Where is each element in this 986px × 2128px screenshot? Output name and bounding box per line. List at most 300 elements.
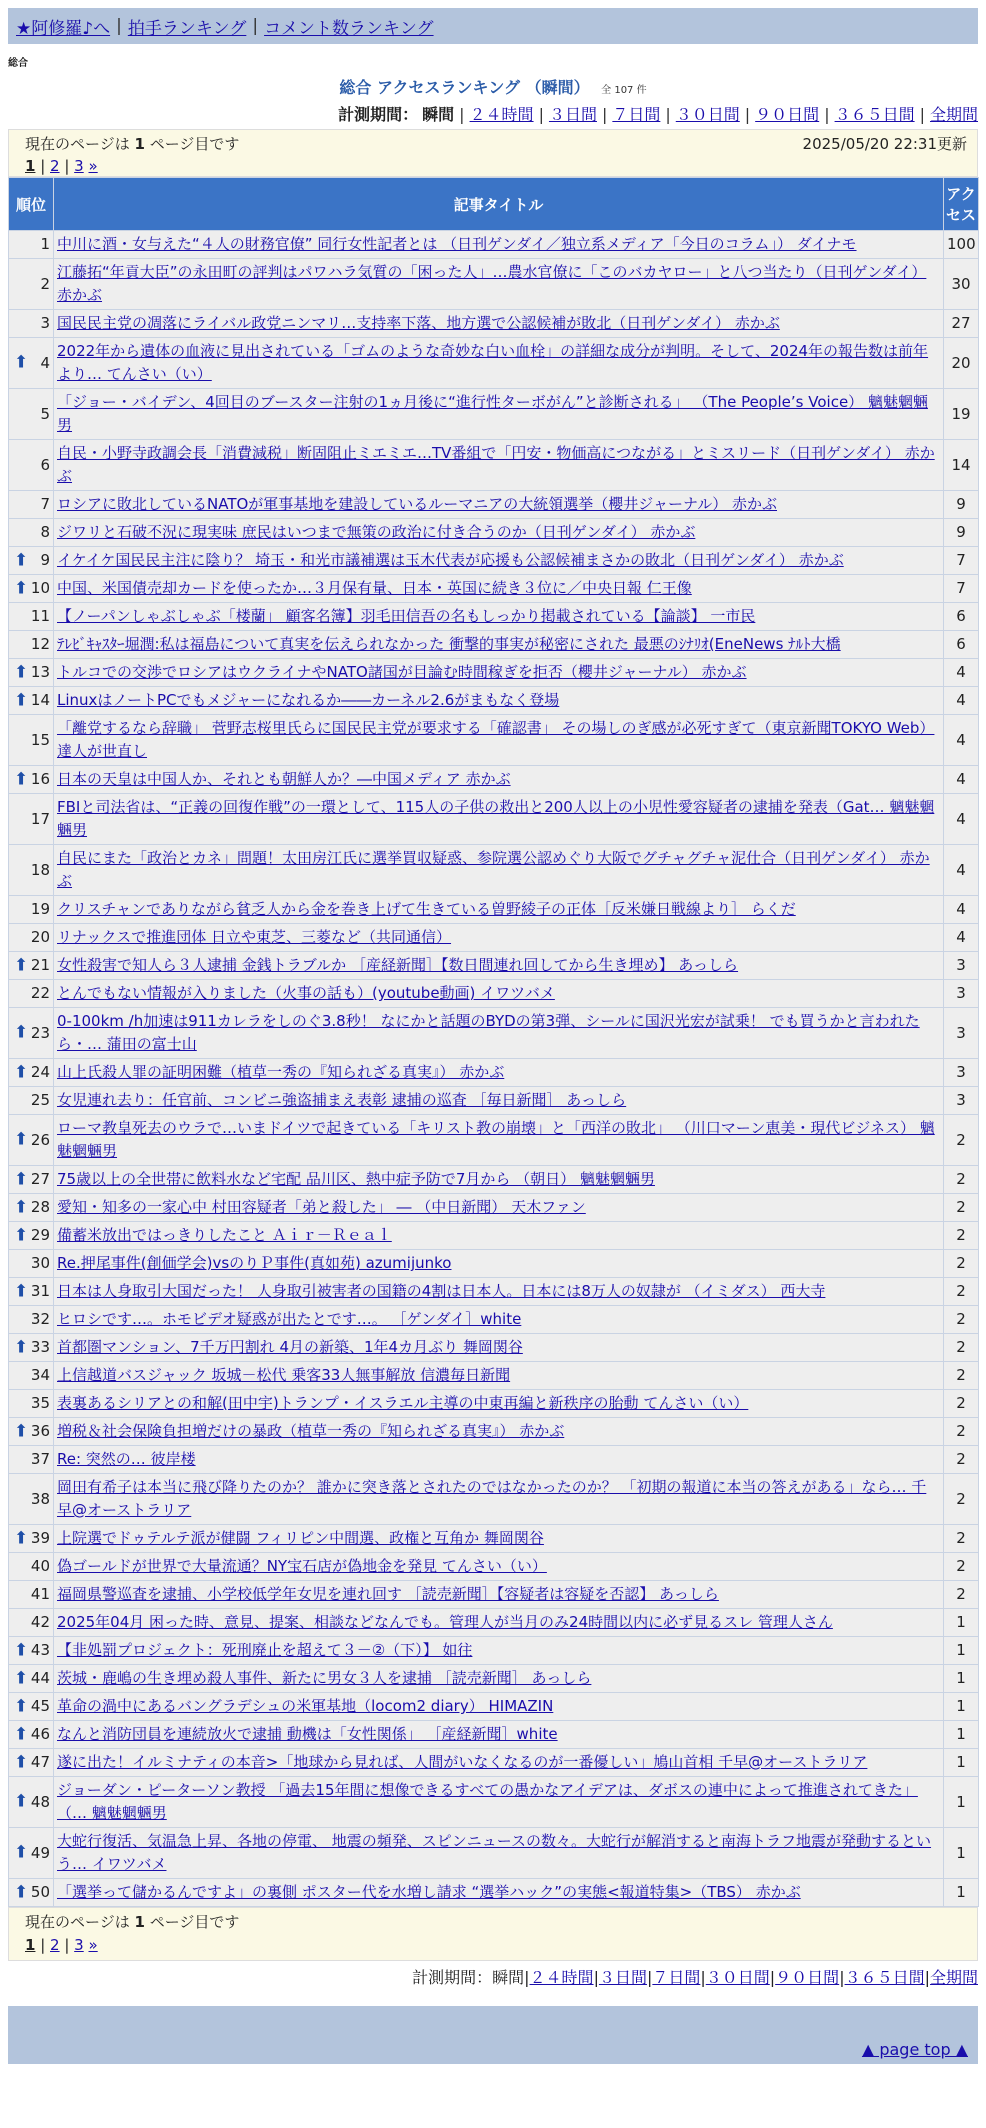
article-title-link[interactable]: とんでもない情報が入りました（火事の話も）(youtube動画) イワツバメ [57, 984, 555, 1002]
period-separator: | [593, 1968, 599, 1987]
page-title: 総合 アクセスランキング （瞬間） [339, 78, 590, 97]
rank-number: 4 [40, 353, 50, 372]
updated-timestamp: 2025/05/20 22:31更新 [802, 135, 967, 153]
article-title-link[interactable]: 備蓄米放出ではっきりしたこと Ａｉｒ－Ｒｅａｌ [57, 1226, 392, 1244]
article-title-link[interactable]: 表裏あるシリアとの和解(田中宇)トランプ・イスラエル主導の中東再編と新秩序の胎動 てんさい（い） [57, 1394, 749, 1412]
article-title-link[interactable]: 愛知・知多の一家心中 村田容疑者「弟と殺した」 ― （中日新聞） 天木ファン [57, 1198, 586, 1216]
arrow-up-icon: ⬆ [14, 1882, 29, 1902]
table-row [9, 1059, 979, 1087]
access-count: 1 [944, 1828, 979, 1879]
arrow-up-icon: ⬆ [14, 1791, 29, 1812]
rank-number: 2 [40, 274, 50, 293]
rank-number: 18 [30, 860, 50, 879]
arrow-up-icon: ⬆ [14, 1752, 29, 1772]
footer-bar [8, 2006, 978, 2034]
rank-number: 44 [30, 1669, 50, 1687]
article-title-link[interactable]: 上院選でドゥテルテ派が健闘 フィリピン中間選、政権と互角か 舞岡関谷 [57, 1529, 544, 1547]
article-title-link[interactable]: 「ジョー・バイデン、4回目のブースター注射の1ヵ月後に“進行性ターボがん”と診断される」 （The People’s Voice） 魑魅魍魎男 [57, 393, 928, 434]
pager-page-link[interactable]: 2 [50, 1936, 60, 1954]
table-row [9, 1418, 979, 1446]
page-top-link[interactable]: ▲ page top ▲ [861, 2039, 968, 2059]
access-count: 1 [944, 1637, 979, 1665]
rank-cell [9, 1879, 54, 1907]
table-row [9, 1721, 979, 1749]
period-current: 瞬間 [422, 105, 455, 124]
access-count: 9 [944, 519, 979, 547]
access-count: 2 [944, 1166, 979, 1194]
rank-cell [9, 1390, 54, 1418]
arrow-up-icon: ⬆ [14, 1528, 29, 1548]
title-cell [54, 1879, 944, 1907]
top-nav-bar [8, 8, 978, 44]
pager-next-link[interactable]: » [88, 157, 98, 175]
rank-number: 33 [30, 1338, 50, 1356]
rank-cell [9, 1418, 54, 1446]
title-cell [54, 1525, 944, 1553]
article-title-link[interactable]: 2025年04月 困った時、意見、提案、相談などなんでも。管理人が当月のみ24時間以内に必ず見るスレ 管理人さん [57, 1613, 833, 1631]
rank-cell [9, 1334, 54, 1362]
rank-number: 10 [30, 579, 50, 597]
title-cell [54, 1334, 944, 1362]
pager-next-link[interactable]: » [88, 1936, 98, 1954]
rank-cell [9, 952, 54, 980]
access-count: 7 [944, 575, 979, 603]
pagination-bottom [25, 1936, 969, 1954]
rank-number: 45 [30, 1697, 50, 1715]
period-option-link[interactable]: ７日間 [612, 105, 661, 124]
rank-cell [9, 547, 54, 575]
rank-cell [9, 631, 54, 659]
access-count: 2 [944, 1278, 979, 1306]
article-title-link[interactable]: 【非処罰プロジェクト：死刑廃止を超えて３－②（下）】 如往 [57, 1641, 473, 1659]
rank-cell [9, 659, 54, 687]
table-row [9, 1087, 979, 1115]
rank-number: 23 [30, 1023, 50, 1042]
pager-separator: | [59, 157, 75, 175]
table-row [9, 952, 979, 980]
article-title-link[interactable]: 女児連れ去り：任官前、コンビニ強盗捕まえ表彰 逮捕の巡査 ［毎日新聞］ あっしら [57, 1091, 627, 1109]
article-title-link[interactable]: ﾃﾚﾋﾞｷｬｽﾀｰ堀潤:私は福島について真実を伝えられなかった 衝撃的事実が秘密にされた 最悪のｼﾅﾘｵ(EneNews ﾅﾙﾄ大橋 [57, 635, 841, 653]
article-title-link[interactable]: 自民にまた「政治とカネ」問題！太田房江氏に選挙買収疑惑、参院選公認めぐり大阪でグチャグチャ泥仕合（日刊ゲンダイ） 赤かぶ [57, 849, 930, 890]
access-count: 7 [944, 547, 979, 575]
page-info-text: ページ目です [149, 135, 240, 153]
period-option-link[interactable]: ３０日間 [675, 105, 740, 124]
article-title-link[interactable]: トルコでの交渉でロシアはウクライナやNATO諸国が目論む時間稼ぎを拒否（櫻井ジャーナル） 赤かぶ [57, 663, 747, 681]
title-cell [54, 1581, 944, 1609]
table-row [9, 715, 979, 766]
access-count: 3 [944, 1087, 979, 1115]
table-row [9, 924, 979, 952]
page-info-bottom [8, 1907, 978, 1961]
table-row [9, 659, 979, 687]
rank-cell [9, 1008, 54, 1059]
title-cell [54, 1115, 944, 1166]
rank-number: 3 [40, 314, 50, 332]
title-cell [54, 1637, 944, 1665]
title-cell [54, 659, 944, 687]
rank-cell [9, 259, 54, 310]
period-option-link[interactable]: ２４時間 [529, 1968, 594, 1987]
article-title-link[interactable]: 茨城・鹿嶋の生き埋め殺人事件、新たに男女３人を逮捕 ［読売新聞］ あっしら [57, 1669, 592, 1687]
period-label: 計測期間： [338, 105, 419, 124]
access-count: 1 [944, 1665, 979, 1693]
article-title-link[interactable]: 自民・小野寺政調会長「消費減税」断固阻止ミエミエ…TV番組で「円安・物価高につながる」とミスリード（日刊ゲンダイ） 赤かぶ [57, 444, 935, 485]
rank-cell [9, 896, 54, 924]
article-title-link[interactable]: 女性殺害で知人ら３人逮捕 金銭トラブルか ［産経新聞］【数日間連れ回してから生き埋め】 あっしら [57, 956, 739, 974]
title-cell [54, 1828, 944, 1879]
table-row [9, 1008, 979, 1059]
rank-number: 8 [40, 523, 50, 541]
period-selector-top [0, 102, 978, 125]
rank-cell [9, 1250, 54, 1278]
rank-cell [9, 1553, 54, 1581]
rank-number: 9 [40, 551, 50, 569]
access-count: 3 [944, 1008, 979, 1059]
period-option-link[interactable]: ３日間 [548, 105, 597, 124]
table-row [9, 631, 979, 659]
page-info-top [8, 129, 978, 177]
article-title-link[interactable]: ロシアに敗北しているNATOが軍事基地を建設しているルーマニアの大統領選挙（櫻井ジャーナル） 赤かぶ [57, 495, 778, 513]
col-access-header: アクセス [944, 178, 979, 231]
period-selector-bottom [0, 1965, 978, 1988]
period-current: 瞬間 [492, 1968, 525, 1987]
rank-number: 29 [30, 1226, 50, 1244]
title-cell [54, 1777, 944, 1828]
table-row [9, 1474, 979, 1525]
rank-number: 47 [30, 1753, 50, 1771]
arrow-up-icon: ⬆ [14, 578, 29, 598]
title-cell [54, 1194, 944, 1222]
article-title-link[interactable]: ヒロシです…。ホモビデオ疑惑が出たとです…。 ［ゲンダイ］white [57, 1310, 522, 1328]
table-row [9, 1446, 979, 1474]
table-row [9, 1828, 979, 1879]
arrow-up-icon: ⬆ [14, 1337, 29, 1357]
article-title-link[interactable]: FBIと司法省は、“正義の回復作戦”の一環として、115人の子供の救出と200人以上の小児性愛容疑者の逮捕を発表（Gat… 魑魅魍魎男 [57, 798, 935, 839]
article-title-link[interactable]: 国民民主党の凋落にライバル政党ニンマリ…支持率下落、地方選で公認候補が敗北（日刊ゲンダイ） 赤かぶ [57, 314, 780, 332]
article-title-link[interactable]: なんと消防団員を連続放火で逮捕 動機は「女性関係」 ［産経新聞］white [57, 1725, 558, 1743]
rank-cell [9, 1749, 54, 1777]
rank-cell [9, 1777, 54, 1828]
rank-cell [9, 1194, 54, 1222]
arrow-up-icon: ⬆ [14, 1062, 29, 1082]
rank-number: 27 [30, 1170, 50, 1188]
period-separator: | [700, 1968, 706, 1987]
article-title-link[interactable]: 「選挙って儲かるんですよ」の裏側 ポスター代を水増し請求 “選挙ハック”の実態<報道特集>（TBS） 赤かぶ [57, 1883, 801, 1901]
access-count: 2 [944, 1581, 979, 1609]
arrow-up-icon: ⬆ [14, 1421, 29, 1441]
rank-number: 20 [30, 928, 50, 946]
title-cell [54, 1166, 944, 1194]
title-cell [54, 980, 944, 1008]
footer-bar-page-top [8, 2034, 978, 2064]
rank-number: 35 [30, 1394, 50, 1412]
rank-number: 15 [30, 730, 50, 749]
page-info-text: 現在のページは [25, 1913, 130, 1931]
period-option-link[interactable]: ２４時間 [469, 105, 534, 124]
rank-number: 32 [30, 1310, 50, 1328]
rank-number: 38 [30, 1489, 50, 1508]
article-title-link[interactable]: 「離党するなら辞職」 菅野志桜里氏らに国民民主党が要求する「確認書」 その場しのぎ感が必死すぎて（東京新聞TOKYO Web） 達人が世直し [57, 719, 935, 760]
access-count: 100 [944, 231, 979, 259]
arrow-up-icon: ⬆ [14, 690, 29, 710]
rank-cell [9, 1609, 54, 1637]
period-option-link[interactable]: 全期間 [929, 1968, 978, 1987]
rank-cell [9, 1665, 54, 1693]
pager-separator: | [35, 1936, 51, 1954]
period-option-link[interactable]: 全期間 [929, 105, 978, 124]
article-title-link[interactable]: 江藤拓“年貢大臣”の永田町の評判はパワハラ気質の「困った人」…農水官僚に「このバカヤロー」と八つ当たり（日刊ゲンダイ） 赤かぶ [57, 263, 927, 304]
title-cell [54, 794, 944, 845]
rank-number: 48 [30, 1792, 50, 1811]
period-option-link[interactable]: ７日間 [652, 1968, 701, 1987]
title-cell [54, 1059, 944, 1087]
table-row [9, 1879, 979, 1907]
access-count: 6 [944, 631, 979, 659]
rank-cell [9, 687, 54, 715]
page-title-row [0, 75, 986, 98]
arrow-up-icon: ⬆ [14, 550, 29, 570]
rank-number: 25 [30, 1091, 50, 1109]
rank-number: 43 [30, 1641, 50, 1659]
article-title-link[interactable]: 首都圏マンション、7千万円割れ 4月の新築、1年4カ月ぶり 舞岡関谷 [57, 1338, 523, 1356]
access-count: 2 [944, 1446, 979, 1474]
article-title-link[interactable]: 75歳以上の全世帯に飲料水など宅配 品川区、熱中症予防で7月から （朝日） 魑魅魍魎男 [57, 1170, 655, 1188]
rank-number: 28 [30, 1198, 50, 1216]
rank-number: 22 [30, 984, 50, 1002]
title-cell [54, 1390, 944, 1418]
rank-cell [9, 1721, 54, 1749]
access-count: 4 [944, 924, 979, 952]
article-title-link[interactable]: 増税＆社会保険負担増だけの暴政（植草一秀の『知られざる真実』） 赤かぶ [57, 1422, 565, 1440]
article-title-link[interactable]: Re.押尾事件(創価学会)vsのりＰ事件(真如苑) azumijunko [57, 1254, 452, 1272]
arrow-up-icon: ⬆ [14, 1281, 29, 1301]
period-option-link[interactable]: ３６５日間 [834, 105, 915, 124]
article-title-link[interactable]: イケイケ国民民主注に陰り？ 埼玉・和光市議補選は玉木代表が応援も公認候補まさかの敗北（日刊ゲンダイ） 赤かぶ [57, 551, 844, 569]
table-row [9, 603, 979, 631]
rank-number: 26 [30, 1130, 50, 1149]
table-row [9, 1390, 979, 1418]
rank-cell [9, 715, 54, 766]
arrow-up-icon: ⬆ [14, 1197, 29, 1217]
rank-cell [9, 1059, 54, 1087]
nav-separator: | [252, 16, 259, 36]
rank-number: 7 [40, 495, 50, 513]
article-title-link[interactable]: 岡田有希子は本当に飛び降りたのか？ 誰かに突き落とされたのではなかったのか？ 「初期の報道に本当の答えがある」なら… 千早@オーストラリア [57, 1478, 927, 1519]
table-row [9, 1525, 979, 1553]
rank-cell [9, 924, 54, 952]
table-row [9, 1777, 979, 1828]
table-row [9, 896, 979, 924]
article-title-link[interactable]: ジワリと石破不況に現実味 庶民はいつまで無策の政治に付き合うのか（日刊ゲンダイ） 赤かぶ [57, 523, 696, 541]
category-label: 総合 [8, 58, 28, 69]
title-cell [54, 1446, 944, 1474]
title-cell [54, 1693, 944, 1721]
article-title-link[interactable]: 0-100km /h加速は911カレラをしのぐ3.8秒！ なにかと話題のBYDの第3弾、シールに国沢光宏が試乗！ でも買うかと言われたら・… 蒲田の富士山 [57, 1012, 920, 1053]
rank-number: 50 [30, 1883, 50, 1901]
access-count: 2 [944, 1525, 979, 1553]
current-page-number: 1 [134, 1913, 145, 1931]
period-separator: | [744, 105, 751, 124]
rank-cell [9, 845, 54, 896]
applause-ranking-link[interactable]: 拍手ランキング [127, 18, 247, 39]
article-title-link[interactable]: クリスチャンでありながら貧乏人から金を巻き上げて生きている曽野綾子の正体［反米嫌日戦線より］ らくだ [57, 900, 796, 918]
article-title-link[interactable]: 2022年から遺体の血液に見出されている「ゴムのような奇妙な白い血栓」の詳細な成分が判明。そして、2024年の報告数は前年より… てんさい（い） [57, 342, 929, 383]
title-cell [54, 1222, 944, 1250]
rank-cell [9, 766, 54, 794]
rank-number: 36 [30, 1422, 50, 1440]
page-info-text: ページ目です [149, 1913, 240, 1931]
pager-current-page: 1 [25, 1936, 36, 1954]
rank-cell [9, 1637, 54, 1665]
rank-cell [9, 491, 54, 519]
access-count: 2 [944, 1222, 979, 1250]
table-row [9, 491, 979, 519]
title-cell [54, 1665, 944, 1693]
table-row [9, 1278, 979, 1306]
title-cell [54, 1278, 944, 1306]
table-row [9, 1609, 979, 1637]
article-title-link[interactable]: 【ノーパンしゃぶしゃぶ「楼蘭」 顧客名簿】羽毛田信吾の名もしっかり掲載されている【論談】 一市民 [57, 607, 756, 625]
rank-cell [9, 1306, 54, 1334]
article-title-link[interactable]: 偽ゴールドが世界で大量流通？NY宝石店が偽地金を発見 てんさい（い） [57, 1557, 547, 1575]
table-row [9, 1581, 979, 1609]
rank-cell [9, 310, 54, 338]
access-count: 4 [944, 659, 979, 687]
access-count: 1 [944, 1609, 979, 1637]
rank-cell [9, 1362, 54, 1390]
arrow-up-icon: ⬆ [14, 1696, 29, 1716]
rank-number: 17 [30, 809, 50, 828]
pager-page-link[interactable]: 3 [74, 157, 84, 175]
access-count: 19 [944, 389, 979, 440]
col-title-header: 記事タイトル [54, 178, 944, 231]
article-title-link[interactable]: 革命の渦中にあるバングラデシュの米軍基地（locom2 diary） HIMAZIN [57, 1697, 554, 1715]
article-title-link[interactable]: 大蛇行復活、気温急上昇、各地の停電、 地震の頻発、スピンニュースの数々。大蛇行が解消すると南海トラフ地震が発動するという… イワツバメ [57, 1832, 932, 1873]
rank-number: 19 [30, 900, 50, 918]
rank-cell [9, 1222, 54, 1250]
title-cell [54, 603, 944, 631]
article-title-link[interactable]: ローマ教皇死去のウラで…いまドイツで起きている「キリスト教の崩壊」と「西洋の敗北」 （川口マーン恵美・現代ビジネス） 魑魅魍魎男 [57, 1119, 935, 1160]
rank-number: 41 [30, 1585, 50, 1603]
rank-cell [9, 980, 54, 1008]
period-option-link[interactable]: ３日間 [598, 1968, 647, 1987]
title-cell [54, 631, 944, 659]
access-count: 1 [944, 1879, 979, 1907]
title-cell [54, 845, 944, 896]
table-row [9, 1362, 979, 1390]
title-cell [54, 1721, 944, 1749]
rank-number: 21 [30, 956, 50, 974]
article-title-link[interactable]: 遂に出た！イルミナティの本音>「地球から見れば、人間がいなくなるのが一番優しい」鳩山首相 千早@オーストラリア [57, 1753, 868, 1771]
rank-number: 49 [30, 1843, 50, 1862]
period-option-link[interactable]: ３０日間 [705, 1968, 770, 1987]
rank-cell [9, 440, 54, 491]
title-cell [54, 1362, 944, 1390]
table-row [9, 1637, 979, 1665]
period-separator: | [769, 1968, 776, 1987]
title-cell [54, 1087, 944, 1115]
title-cell [54, 1553, 944, 1581]
rank-number: 30 [30, 1254, 50, 1272]
access-count: 2 [944, 1194, 979, 1222]
title-cell [54, 519, 944, 547]
article-title-link[interactable]: 山上氏殺人罪の証明困難（植草一秀の『知られざる真実』） 赤かぶ [57, 1063, 505, 1081]
table-header-row [9, 178, 979, 231]
total-count: 全 107 件 [601, 85, 647, 96]
table-row [9, 519, 979, 547]
access-count: 4 [944, 896, 979, 924]
pager-page-link[interactable]: 2 [50, 157, 60, 175]
access-count: 1 [944, 1693, 979, 1721]
rank-number: 37 [30, 1450, 50, 1468]
current-page-number: 1 [134, 135, 145, 153]
table-row [9, 1334, 979, 1362]
rank-number: 24 [30, 1063, 50, 1081]
arrow-up-icon: ⬆ [14, 1225, 29, 1245]
article-title-link[interactable]: ジョーダン・ピーターソン教授 「過去15年間に想像できるすべての愚かなアイデアは、ダボスの連中によって推進されてきた」 （… 魑魅魍魎男 [57, 1781, 918, 1822]
article-title-link[interactable]: リナックスで推進団体 日立や東芝、三菱など（共同通信） [57, 928, 452, 946]
title-cell [54, 259, 944, 310]
period-separator: | [601, 105, 608, 124]
access-count: 2 [944, 1115, 979, 1166]
article-title-link[interactable]: Re: 突然の… 彼岸楼 [57, 1450, 196, 1468]
rank-cell [9, 794, 54, 845]
rank-number: 46 [30, 1725, 50, 1743]
table-row [9, 687, 979, 715]
access-count: 4 [944, 794, 979, 845]
period-option-link[interactable]: ９０日間 [755, 105, 820, 124]
comment-ranking-link[interactable]: コメント数ランキング [264, 18, 434, 39]
table-row [9, 845, 979, 896]
table-row [9, 1250, 979, 1278]
period-option-link[interactable]: ９０日間 [775, 1968, 840, 1987]
title-cell [54, 1008, 944, 1059]
title-cell [54, 924, 944, 952]
table-row [9, 338, 979, 389]
access-count: 3 [944, 952, 979, 980]
rank-number: 1 [40, 235, 50, 253]
period-option-link[interactable]: ３６５日間 [844, 1968, 925, 1987]
article-title-link[interactable]: 日本は人身取引大国だった！ 人身取引被害者の国籍の4割は日本人。日本には8万人の奴隷が （イミダス） 西大寺 [57, 1282, 826, 1300]
period-separator: | [839, 1968, 845, 1987]
pagination-top [25, 157, 969, 175]
access-count: 30 [944, 259, 979, 310]
article-title-link[interactable]: 中国、米国債売却カードを使ったか…３月保有量、日本・英国に続き３位に／中央日報 仁王像 [57, 579, 692, 597]
rank-number: 34 [30, 1366, 50, 1384]
table-row [9, 1222, 979, 1250]
table-row [9, 1749, 979, 1777]
access-count: 9 [944, 491, 979, 519]
rank-number: 12 [30, 635, 50, 653]
table-row [9, 547, 979, 575]
period-separator: | [524, 1968, 530, 1987]
table-row [9, 1693, 979, 1721]
rank-cell [9, 519, 54, 547]
rank-number: 11 [30, 607, 50, 625]
article-title-link[interactable]: 上信越道バスジャック 坂城－松代 乗客33人無事解放 信濃毎日新聞 [57, 1366, 511, 1384]
article-title-link[interactable]: 中川に酒・女与えた“４人の財務官僚” 同行女性記者とは （日刊ゲンダイ／独立系メディア「今日のコラム」） ダイナモ [57, 235, 857, 253]
article-title-link[interactable]: LinuxはノートPCでもメジャーになれるか――カーネル2.6がまもなく登場 [57, 691, 560, 709]
period-separator: | [919, 105, 925, 124]
article-title-link[interactable]: 福岡県警巡査を逮捕、小学校低学年女児を連れ回す ［読売新聞］【容疑者は容疑を否認】 あっしら [57, 1585, 719, 1603]
article-title-link[interactable]: 日本の天皇は中国人か、それとも朝鮮人か？―中国メディア 赤かぶ [57, 770, 511, 788]
home-link[interactable]: ★阿修羅♪へ [16, 18, 111, 39]
rank-cell [9, 1446, 54, 1474]
pager-page-link[interactable]: 3 [74, 1936, 84, 1954]
title-cell [54, 687, 944, 715]
rank-number: 6 [40, 455, 50, 474]
ranking-table [8, 177, 979, 1907]
